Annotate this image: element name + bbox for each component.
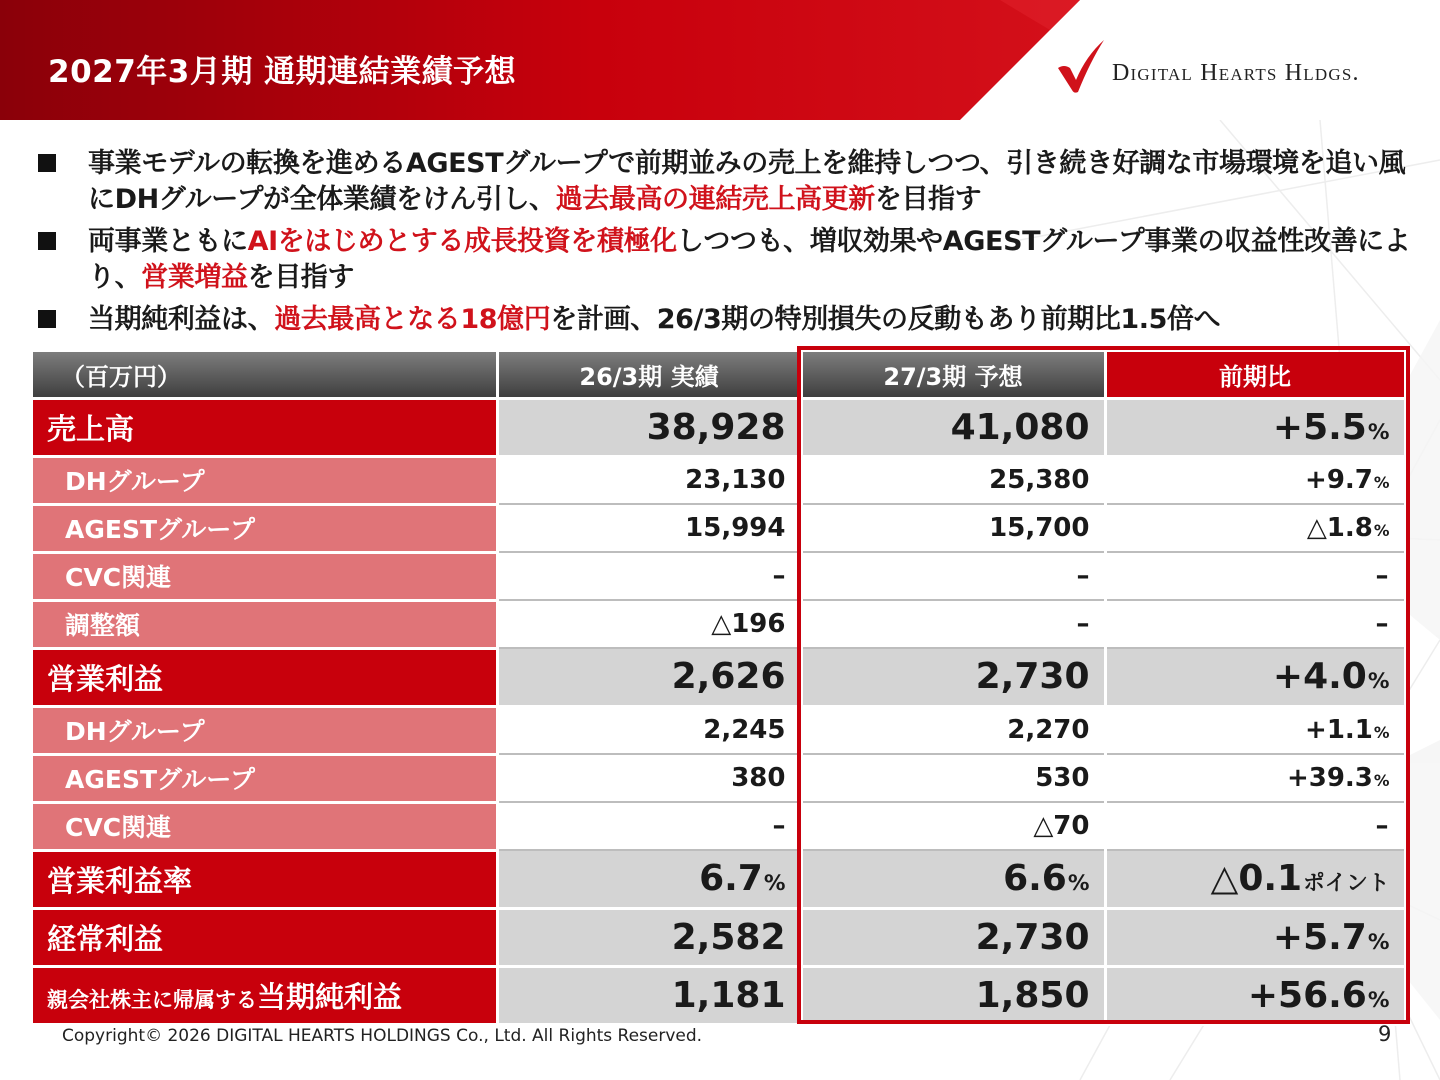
table-header-row — [33, 352, 1405, 398]
forecast-value: 2,270 — [801, 706, 1105, 754]
bullet-item — [36, 302, 1416, 338]
bullet-highlight: AIをはじめとする成長投資を積極化 — [247, 226, 677, 257]
bullet-text: を目指す — [247, 262, 355, 293]
table-row — [33, 648, 1405, 706]
row-label: DHグループ — [33, 456, 497, 504]
table-row — [33, 754, 1405, 802]
bullet-text: を計画、26/3期の特別損失の反動もあり前期比1.5倍へ — [550, 304, 1221, 335]
row-label: CVC関連 — [33, 802, 497, 850]
forecast-value: 41,080 — [801, 398, 1105, 456]
table-row — [33, 966, 1405, 1024]
ratio-value: △0.1ポイント — [1105, 850, 1405, 908]
row-label: 経常利益 — [33, 908, 497, 966]
actual-value: 38,928 — [497, 398, 801, 456]
table-row — [33, 398, 1405, 456]
table-row — [33, 908, 1405, 966]
row-label: DHグループ — [33, 706, 497, 754]
ratio-value: △1.8% — [1105, 504, 1405, 552]
table-row — [33, 802, 1405, 850]
forecast-value: 530 — [801, 754, 1105, 802]
bullet-square-icon — [38, 154, 56, 172]
actual-value: 380 — [497, 754, 801, 802]
bullet-square-icon — [38, 232, 56, 250]
actual-value: – — [497, 802, 801, 850]
bullet-square-icon — [38, 310, 56, 328]
bullet-text: 事業モデルの転換を進めるAGESTグループで前期並みの売上を維持しつつ、引き続き好調な市場環境を追い風にDHグループが全体業績をけん引し、 — [88, 148, 1406, 215]
header-unit: （百万円） — [33, 352, 497, 398]
page-title: 2027年3月期 通期連結業績予想 — [48, 54, 517, 90]
forecast-value: – — [801, 600, 1105, 648]
ratio-value: +1.1% — [1105, 706, 1405, 754]
forecast-value: 25,380 — [801, 456, 1105, 504]
actual-value: 2,582 — [497, 908, 801, 966]
actual-value: 15,994 — [497, 504, 801, 552]
row-label: 調整額 — [33, 600, 497, 648]
forecast-table — [33, 352, 1407, 1026]
table-row — [33, 504, 1405, 552]
row-label: AGESTグループ — [33, 504, 497, 552]
company-logo — [1056, 38, 1360, 94]
actual-value: △196 — [497, 600, 801, 648]
copyright-text: Copyright© 2026 DIGITAL HEARTS HOLDINGS Co., Ltd. All Rights Reserved. — [62, 1026, 703, 1046]
table-row — [33, 552, 1405, 600]
bullet-text: しつつも、増収効果やAGESTグループ事業の収益性改善により、 — [88, 226, 1411, 293]
row-label: CVC関連 — [33, 552, 497, 600]
ratio-value: +39.3% — [1105, 754, 1405, 802]
header-forecast: 27/3期 予想 — [801, 352, 1105, 398]
row-label: 営業利益率 — [33, 850, 497, 908]
bullet-highlight: 過去最高の連結売上高更新 — [555, 184, 875, 215]
bullet-item — [36, 224, 1416, 296]
summary-bullets — [36, 146, 1416, 344]
forecast-value: 1,850 — [801, 966, 1105, 1024]
ratio-value: +9.7% — [1105, 456, 1405, 504]
forecast-value: – — [801, 552, 1105, 600]
actual-value: 1,181 — [497, 966, 801, 1024]
bullet-text: 両事業ともに — [88, 226, 248, 257]
table-row — [33, 600, 1405, 648]
table-row — [33, 706, 1405, 754]
forecast-value: 6.6% — [801, 850, 1105, 908]
bullet-highlight: 過去最高となる18億円 — [274, 304, 551, 335]
actual-value: – — [497, 552, 801, 600]
bullet-text: 当期純利益は、 — [88, 304, 275, 335]
checkmark-logo-icon — [1056, 38, 1106, 94]
ratio-value: +4.0% — [1105, 648, 1405, 706]
logo-wordmark: Digital Hearts Hldgs. — [1112, 59, 1360, 86]
row-label: 売上高 — [33, 398, 497, 456]
bullet-highlight: 営業増益 — [141, 262, 248, 293]
ratio-value: +56.6% — [1105, 966, 1405, 1024]
header-actual: 26/3期 実績 — [497, 352, 801, 398]
actual-value: 6.7% — [497, 850, 801, 908]
forecast-value: 2,730 — [801, 648, 1105, 706]
ratio-value: +5.7% — [1105, 908, 1405, 966]
row-label: 親会社株主に帰属する当期純利益 — [33, 966, 497, 1024]
actual-value: 23,130 — [497, 456, 801, 504]
forecast-value: △70 — [801, 802, 1105, 850]
ratio-value: – — [1105, 802, 1405, 850]
row-label: 営業利益 — [33, 648, 497, 706]
table-row — [33, 456, 1405, 504]
table-row — [33, 850, 1405, 908]
bullet-item — [36, 146, 1416, 218]
ratio-value: – — [1105, 600, 1405, 648]
ratio-value: – — [1105, 552, 1405, 600]
actual-value: 2,626 — [497, 648, 801, 706]
forecast-value: 2,730 — [801, 908, 1105, 966]
page-number: 9 — [1378, 1022, 1392, 1046]
forecast-value: 15,700 — [801, 504, 1105, 552]
ratio-value: +5.5% — [1105, 398, 1405, 456]
header-ratio: 前期比 — [1105, 352, 1405, 398]
row-label: AGESTグループ — [33, 754, 497, 802]
bullet-text: を目指す — [874, 184, 982, 215]
actual-value: 2,245 — [497, 706, 801, 754]
